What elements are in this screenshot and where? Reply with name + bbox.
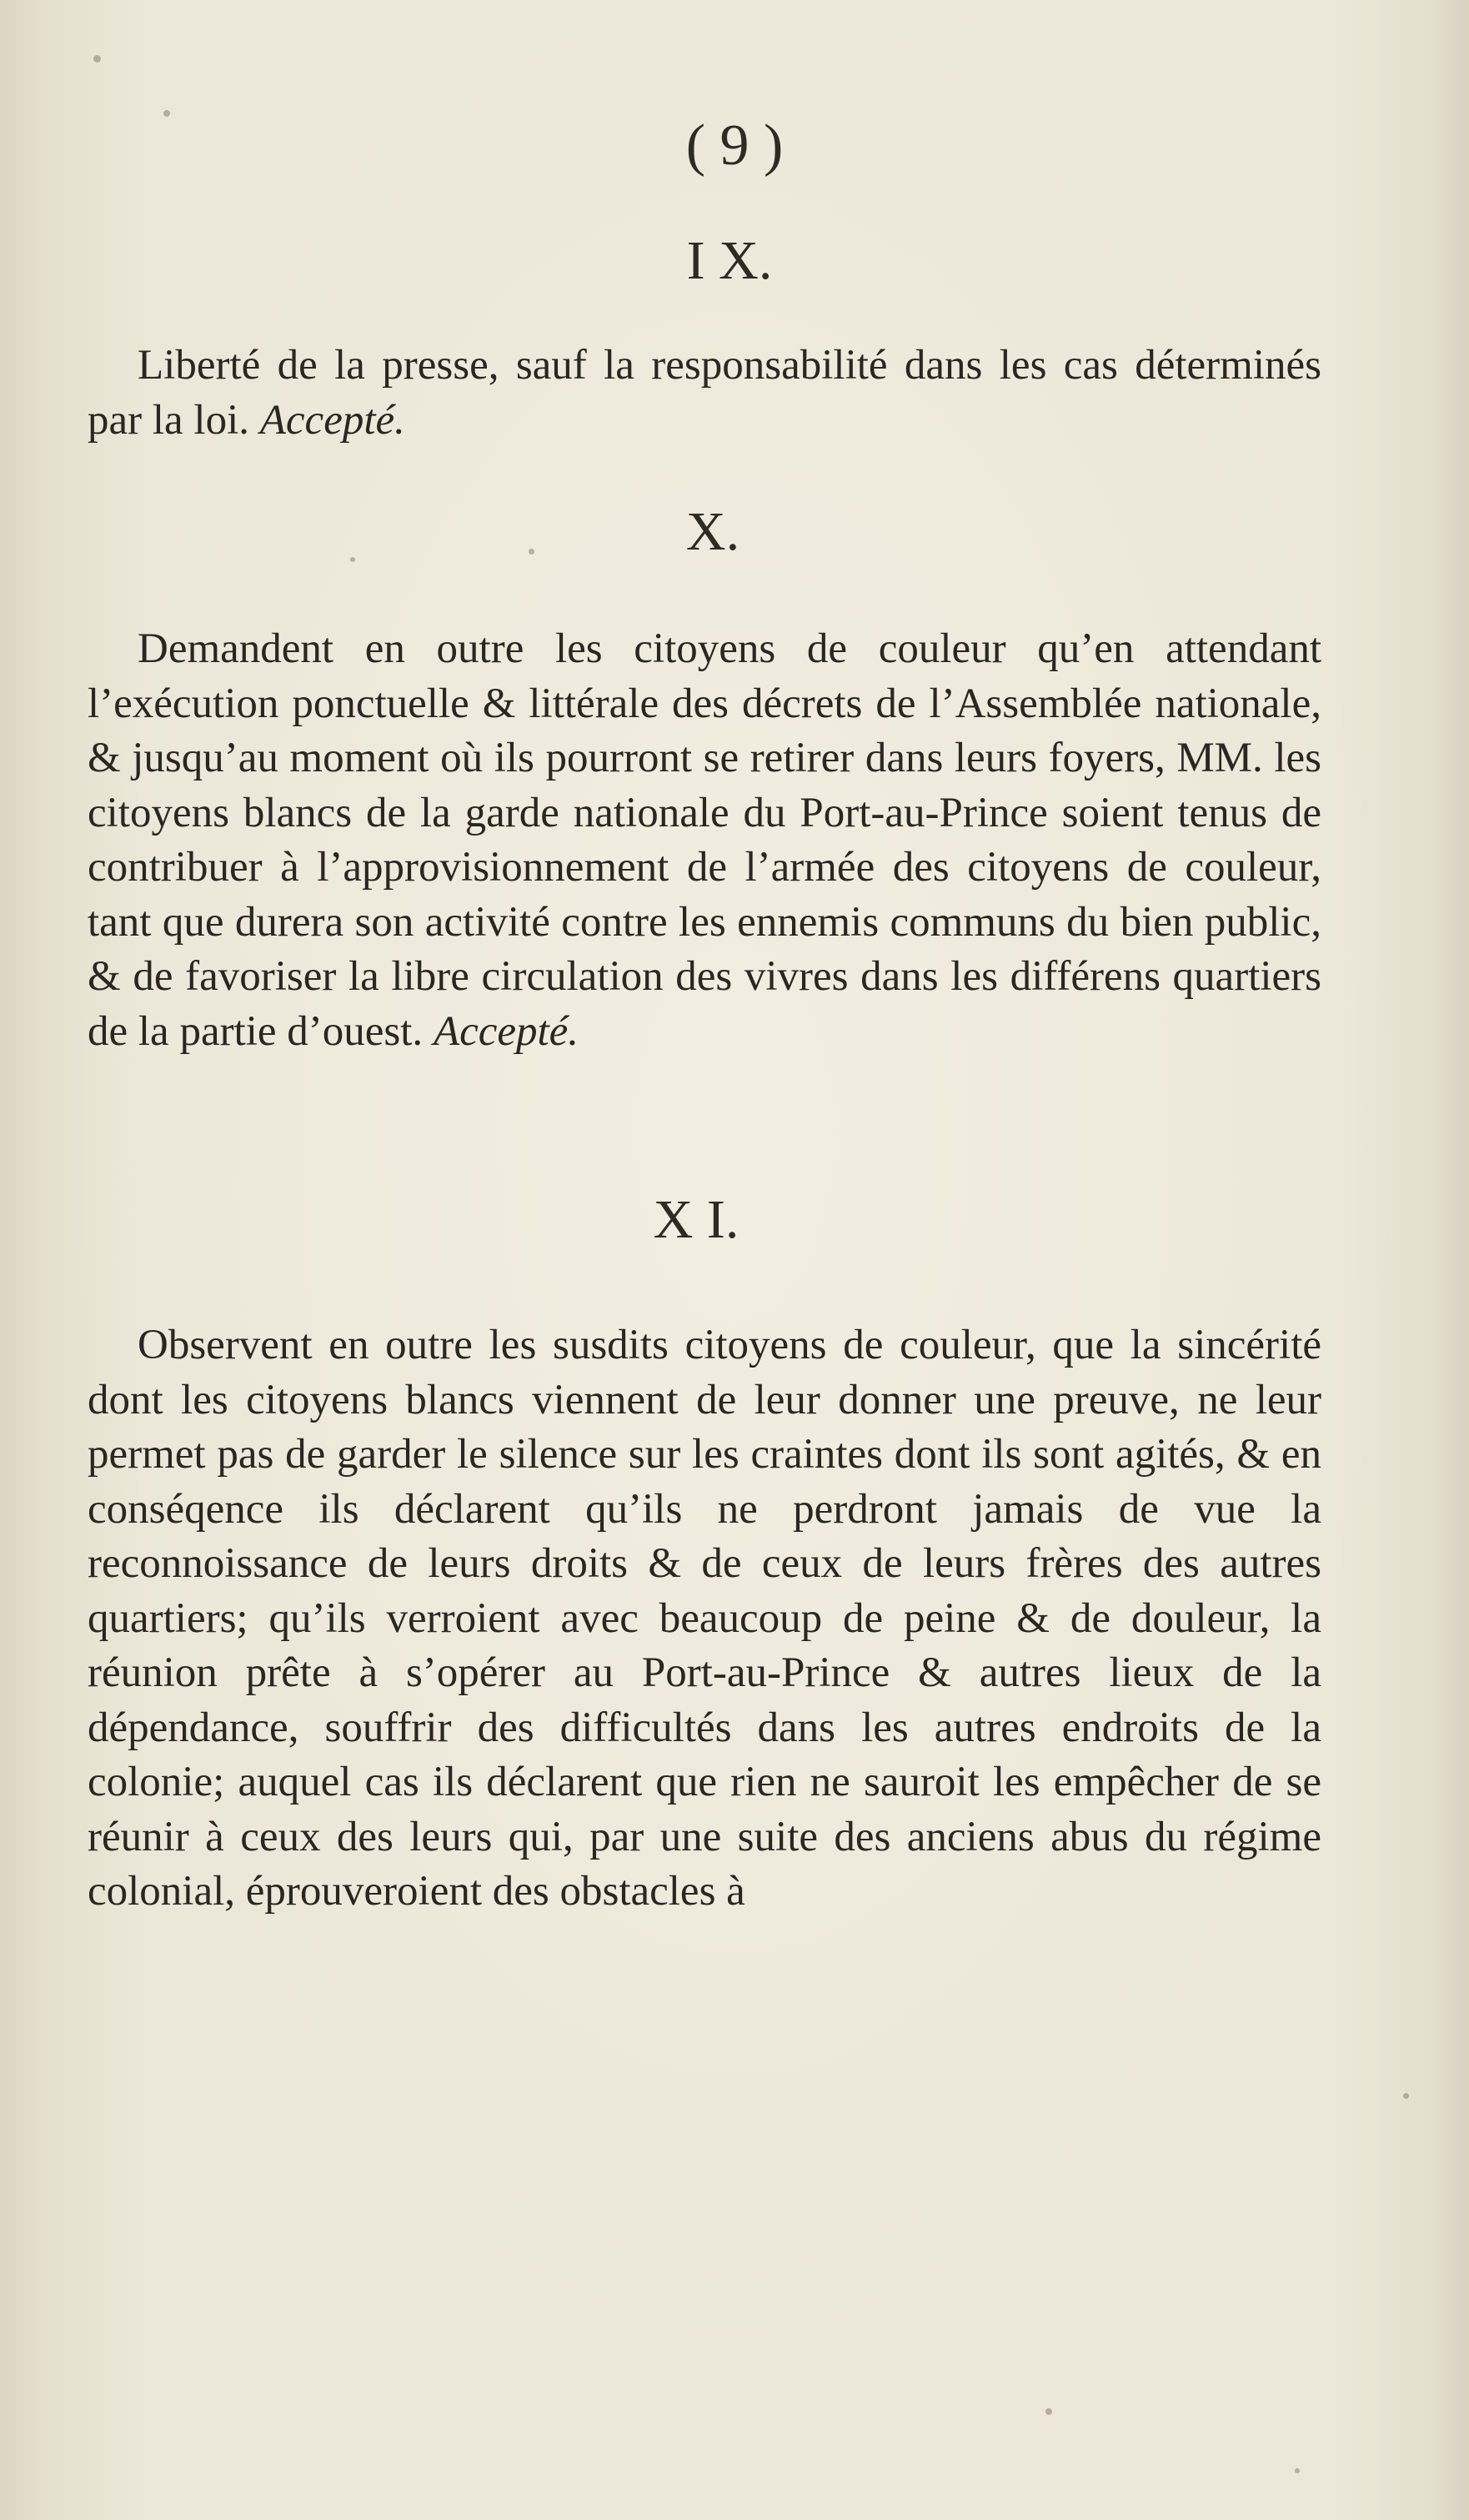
article-body: Liberté de la presse, sauf la responsabilité dans les cas déterminés par la loi. [88, 342, 1321, 444]
accepted-status: Accepté. [433, 1007, 579, 1055]
article-text [88, 1318, 1321, 1920]
paper-speck [529, 549, 534, 555]
article-number: X I. [653, 1189, 740, 1250]
paper-speck [1403, 2093, 1409, 2099]
page-number: ( 9 ) [685, 113, 784, 178]
article-text [88, 622, 1321, 1059]
paper-speck [93, 55, 101, 63]
article-xi [88, 1189, 1321, 1920]
paper-speck [1295, 2468, 1300, 2473]
paper-speck [350, 557, 355, 562]
paper-speck [163, 110, 170, 117]
article-text [88, 339, 1321, 448]
article-number: X. [685, 501, 740, 562]
article-body: Demandent en outre les citoyens de couleur qu’en attendant l’exécution ponctuelle & littérale des décrets de l’Assemblée nationale, & jusqu’au moment où ils pourront se retirer dans leurs foyers, MM. les citoyens blancs de la garde nationale du Port-au-Prince soient tenus de contribuer à l’approvisionnement de l’armée des citoyens de couleur, tant que durera son activité contre les ennemis communs du bien public, & de favoriser la libre circulation des vivres dans les différens quartiers de la partie d’ouest. [88, 625, 1321, 1055]
article-x [88, 501, 1321, 1059]
article-ix [88, 230, 1321, 448]
article-number: I X. [686, 230, 773, 291]
accepted-status: Accepté. [259, 396, 405, 444]
article-body: Observent en outre les susdits citoyens de couleur, que la sincérité dont les citoyens blancs viennent de leur donner une preuve, ne leur permet pas de garder le silence sur les craintes dont ils sont agités, & en conséqence ils déclarent qu’ils ne perdront jamais de vue la reconnoissance de leurs droits & de ceux de leurs frères des autres quartiers; qu’ils verroient avec beaucoup de peine & de douleur, la réunion prête à s’opérer au Port-au-Prince & autres lieux de la dépendance, souffrir des difficultés dans les autres endroits de la colonie; auquel cas ils déclarent que rien ne sauroit les empêcher de se réunir à ceux des leurs qui, par une suite des anciens abus du régime colonial, éprouveroient des obstacles à [88, 1322, 1321, 1915]
paper-speck [1045, 2408, 1052, 2415]
